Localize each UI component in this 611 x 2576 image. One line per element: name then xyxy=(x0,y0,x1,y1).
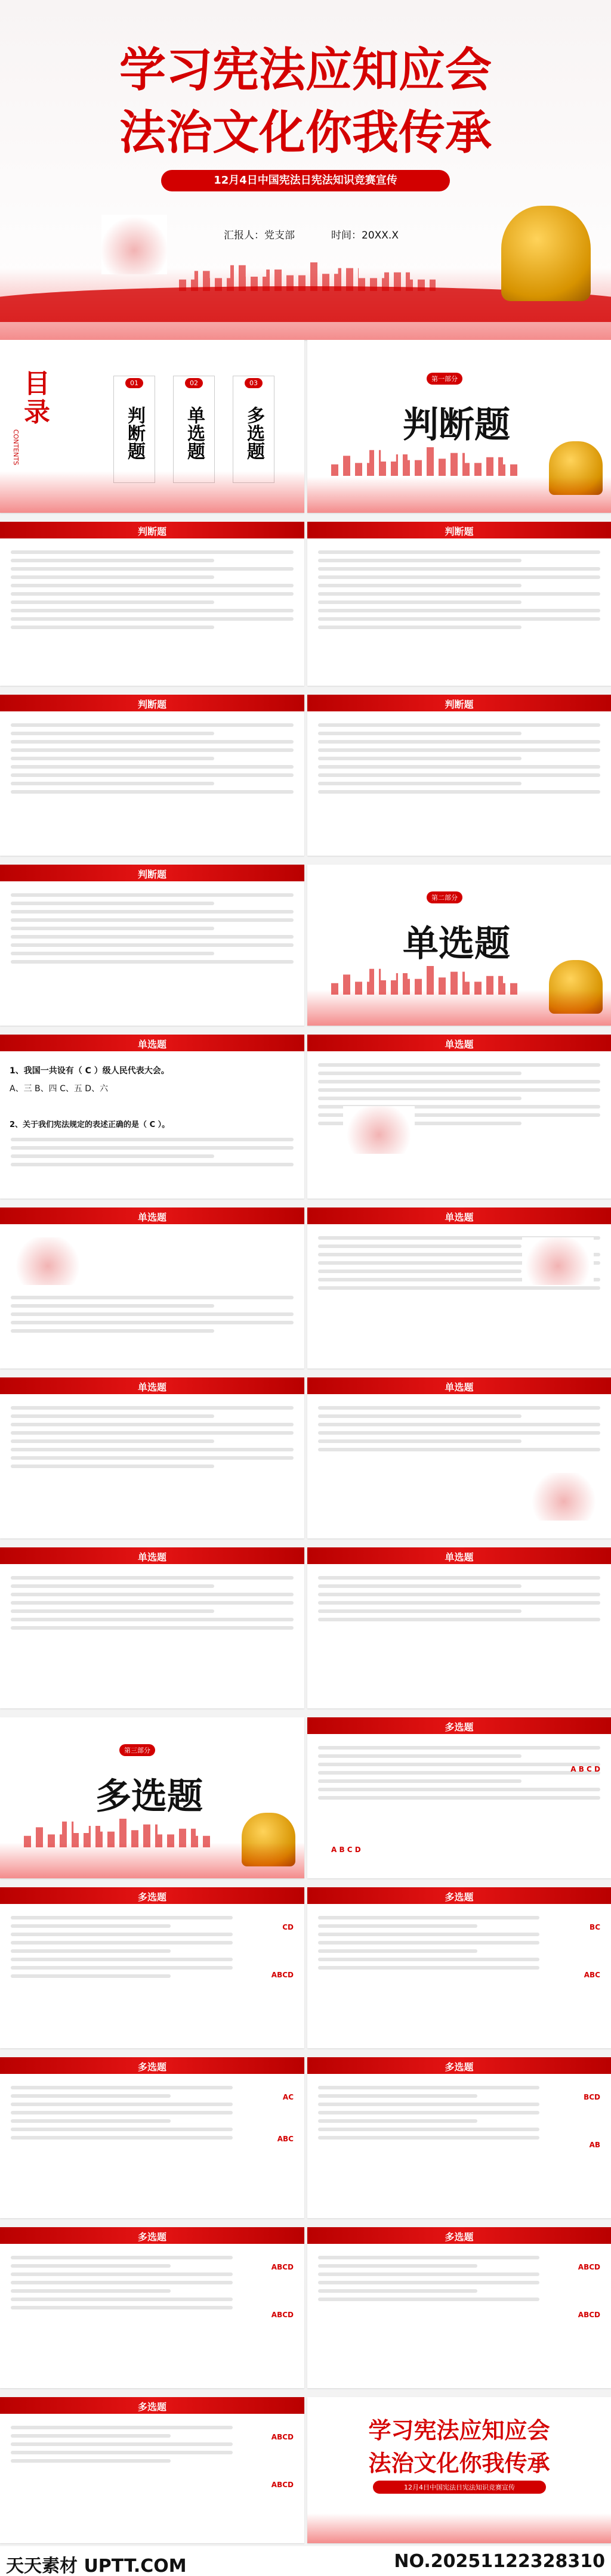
single-slide-8 xyxy=(307,1547,611,1708)
slide-header: 多选题 xyxy=(0,2227,304,2244)
answer-badge: ABCD xyxy=(578,2263,600,2271)
slide-header: 单选题 xyxy=(307,1547,611,1564)
slide-header: 单选题 xyxy=(0,1547,304,1564)
question-1-options: A、三 B、四 C、五 D、六 xyxy=(10,1084,109,1094)
answer-badge: CD xyxy=(282,1923,294,1931)
answer-badge: ABCD xyxy=(271,1971,294,1979)
multi-slide-2 xyxy=(0,1887,304,2048)
section-name: 多选题 xyxy=(95,1776,203,1818)
hero-slide xyxy=(0,0,611,340)
multi-slide-7 xyxy=(307,2227,611,2388)
section-tag: 第三部分 xyxy=(119,1744,155,1756)
section-part3 xyxy=(0,1717,304,1878)
judge-slide-3 xyxy=(0,695,304,856)
question-1: 1、我国一共设有（ C ）级人民代表大会。 xyxy=(10,1066,169,1076)
slide-header: 单选题 xyxy=(0,1377,304,1394)
footer xyxy=(0,2546,611,2576)
judge-slide-2 xyxy=(307,522,611,686)
answer-badge: AC xyxy=(282,2093,294,2101)
illustration xyxy=(522,1237,594,1285)
hero-subtitle-bar xyxy=(161,170,450,191)
slide-header: 判断题 xyxy=(307,695,611,711)
end-subtitle-bar xyxy=(373,2481,546,2494)
slide-header: 单选题 xyxy=(307,1377,611,1394)
question-lines xyxy=(11,1911,233,1978)
question-lines xyxy=(318,719,600,794)
toc-slide xyxy=(0,340,304,513)
multi-slide-6 xyxy=(0,2227,304,2388)
judge-slide-4 xyxy=(307,695,611,856)
answer-badge: AB xyxy=(589,2141,600,2149)
toc-label: 多选题 xyxy=(243,406,264,460)
slide-header: 多选题 xyxy=(307,1887,611,1904)
red-ribbon xyxy=(307,477,611,513)
question-lines xyxy=(318,1571,600,1621)
single-slide-7 xyxy=(0,1547,304,1708)
question-lines xyxy=(318,1911,539,1970)
question-lines xyxy=(318,2081,539,2140)
answer-badge: ABCD xyxy=(271,2433,294,2441)
answer-badge: BCD xyxy=(584,2093,600,2101)
illustration xyxy=(343,1106,415,1154)
slide-header: 判断题 xyxy=(0,522,304,538)
toc-label: 单选题 xyxy=(184,406,205,460)
slide-header: 单选题 xyxy=(0,1208,304,1224)
question-lines xyxy=(318,546,600,629)
section-part2 xyxy=(307,865,611,1026)
end-slide xyxy=(307,2397,611,2543)
slide-header: 多选题 xyxy=(0,1887,304,1904)
slide-header: 多选题 xyxy=(307,2057,611,2074)
toc-title: 目录 xyxy=(24,369,50,428)
toc-label: 判断题 xyxy=(124,406,145,460)
answer-badge: ABC xyxy=(584,1971,600,1979)
hero-title-2: 法治文化你我传承 xyxy=(119,106,492,160)
hero-reporter: 汇报人：党支部 xyxy=(224,230,295,242)
multi-slide-3 xyxy=(307,1887,611,2048)
toc-item-1 xyxy=(113,376,155,483)
red-ribbon xyxy=(0,471,304,513)
toc-item-3 xyxy=(233,376,274,483)
question-lines xyxy=(318,1401,600,1451)
question-lines xyxy=(318,1741,600,1800)
slide-header: 单选题 xyxy=(307,1208,611,1224)
hero-title-1: 学习宪法应知应会 xyxy=(119,43,492,97)
toc-eng: CONTENTS xyxy=(12,429,20,466)
slide-header: 判断题 xyxy=(0,695,304,711)
toc-num: 03 xyxy=(245,378,263,388)
end-title-2: 法治文化你我传承 xyxy=(368,2450,550,2476)
answer-badge: ABCD xyxy=(271,2311,294,2319)
judge-slide-1 xyxy=(0,522,304,686)
section-name: 判断题 xyxy=(403,404,510,446)
answer-badge: ABCD xyxy=(271,2263,294,2271)
section-part1 xyxy=(307,340,611,513)
single-slide-1 xyxy=(0,1035,304,1199)
red-ribbon xyxy=(307,2513,611,2543)
slide-header: 多选题 xyxy=(0,2057,304,2074)
multi-slide-5 xyxy=(307,2057,611,2218)
answer-badge: ABC xyxy=(277,2135,294,2143)
answer-badge: A B C D xyxy=(331,1846,361,1854)
footer-right: NO.20251122328310 xyxy=(394,2551,605,2572)
question-lines xyxy=(11,1133,294,1166)
question-lines xyxy=(11,888,294,964)
single-slide-5 xyxy=(0,1377,304,1538)
multi-slide-4 xyxy=(0,2057,304,2218)
multi-slide-8 xyxy=(0,2397,304,2543)
single-slide-4 xyxy=(307,1208,611,1368)
illustration xyxy=(12,1237,84,1285)
section-tag: 第一部分 xyxy=(427,373,462,385)
question-lines xyxy=(11,1291,294,1333)
judge-slide-5 xyxy=(0,865,304,1026)
question-lines xyxy=(11,1571,294,1630)
question-2: 2、关于我们宪法规定的表述正确的是（ C ）。 xyxy=(10,1120,170,1129)
slide-header: 单选题 xyxy=(0,1035,304,1051)
golden-lion-icon xyxy=(501,206,591,301)
slide-header: 判断题 xyxy=(307,522,611,538)
slide-header: 单选题 xyxy=(307,1035,611,1051)
hero-subtitle: 12月4日中国宪法日宪法知识竞赛宣传 xyxy=(214,174,397,187)
slide-header: 多选题 xyxy=(0,2397,304,2414)
red-ribbon xyxy=(0,1843,304,1878)
single-slide-2 xyxy=(307,1035,611,1199)
slide-header: 多选题 xyxy=(307,1717,611,1734)
illustration xyxy=(528,1473,600,1521)
section-name: 单选题 xyxy=(403,923,510,965)
single-slide-6 xyxy=(307,1377,611,1538)
question-lines xyxy=(318,2251,539,2301)
end-title-1: 学习宪法应知应会 xyxy=(368,2417,550,2444)
red-ribbon xyxy=(307,990,611,1026)
section-tag: 第二部分 xyxy=(427,891,462,903)
peony-icon xyxy=(101,215,167,274)
multi-slide-1 xyxy=(307,1717,611,1878)
end-subtitle: 12月4日中国宪法日宪法知识竞赛宣传 xyxy=(404,2484,515,2491)
footer-left: 天天素材 UPTT.COM xyxy=(6,2556,187,2576)
answer-badge: ABCD xyxy=(271,2481,294,2489)
question-lines xyxy=(11,2251,233,2309)
toc-item-2 xyxy=(173,376,215,483)
slide-header: 判断题 xyxy=(0,865,304,881)
answer-badge: ABCD xyxy=(578,2311,600,2319)
question-lines xyxy=(11,546,294,629)
hero-time: 时间：20XX.X xyxy=(331,230,399,242)
city-skyline xyxy=(331,447,522,476)
toc-num: 01 xyxy=(125,378,143,388)
question-lines xyxy=(11,2081,233,2140)
question-lines xyxy=(11,719,294,794)
slide-header: 多选题 xyxy=(307,2227,611,2244)
single-slide-3 xyxy=(0,1208,304,1368)
answer-badge: A B C D xyxy=(570,1765,600,1773)
question-lines xyxy=(11,1401,294,1468)
toc-num: 02 xyxy=(185,378,203,388)
answer-badge: BC xyxy=(590,1923,600,1931)
question-lines xyxy=(11,2421,233,2463)
